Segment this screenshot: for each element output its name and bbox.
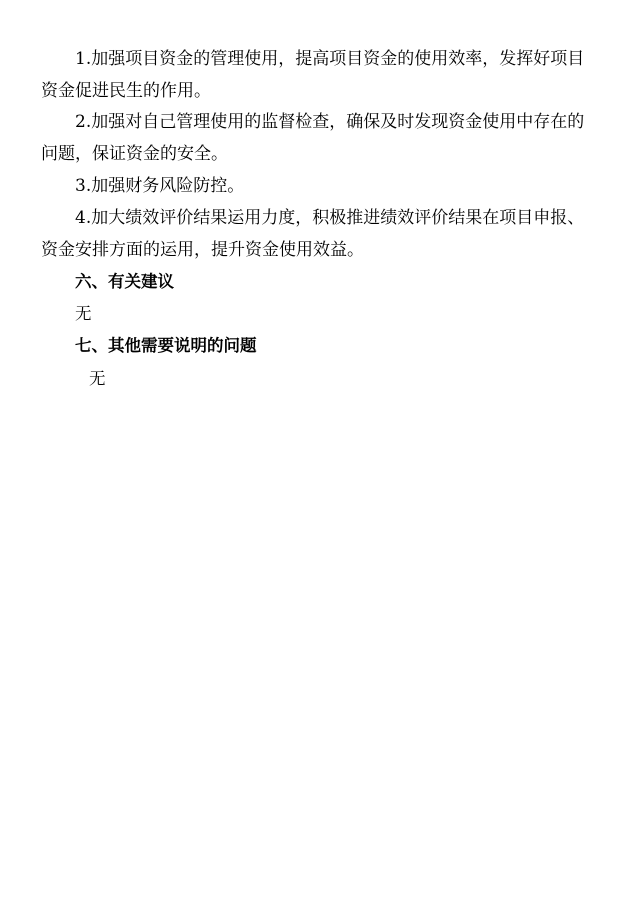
section-6-content: 无 bbox=[75, 304, 92, 323]
section-7-content: 无 bbox=[89, 369, 106, 388]
section-6-heading: 六、有关建议 bbox=[75, 272, 174, 291]
paragraph-3: 3.加强财务风险防控。 bbox=[75, 176, 245, 196]
paragraph-4: 4.加大绩效评价结果运用力度，积极推进绩效评价结果在项目申报、资金安排方面的运用，提升资金使用效益。 bbox=[41, 208, 585, 260]
section-7-heading: 七、其他需要说明的问题 bbox=[75, 336, 257, 355]
paragraph-2: 2.加强对自己管理使用的监督检查，确保及时发现资金使用中存在的问题，保证资金的安全。 bbox=[41, 112, 585, 164]
paragraph-1: 1.加强项目资金的管理使用，提高项目资金的使用效率，发挥好项目资金促进民生的作用。 bbox=[41, 49, 585, 101]
